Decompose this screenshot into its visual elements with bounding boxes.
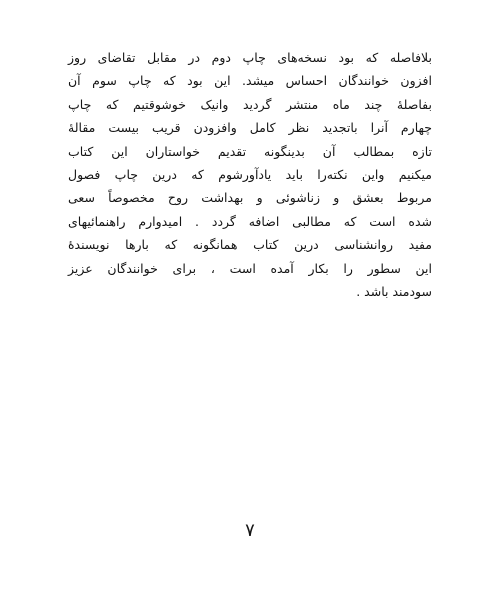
text-line: تازه بمطالب آن بدینگونه تقدیم خواستاران این کتاب (68, 143, 432, 159)
text-line: این سطور را بکار آمده است ، برای خوانندگان عزیز (68, 260, 432, 276)
text-line: مفید روانشناسی درین کتاب همانگونه که بارها نویسندهٔ (68, 237, 432, 253)
text-line: افزون خوانندگان احساس میشد. این بود که چاپ سوم آن (68, 73, 432, 89)
text-line: شده است که مطالبی اضافه گردد . امیدوارم راهنمائیهای (68, 213, 432, 229)
page-number: ۷ (245, 520, 255, 541)
text-line: سودمند باشد . (356, 283, 432, 299)
text-line: چهارم آنرا باتجدید نظر کامل وافزودن قریب بیست مقالهٔ (68, 120, 432, 136)
body-paragraph (68, 46, 432, 303)
text-line: میکنیم واین نکته‌را باید یادآورشوم که درین چاپ فصول (68, 166, 432, 182)
text-line: بلافاصله که بود نسخه‌های چاپ دوم در مقابل تقاضای روز (68, 50, 432, 65)
text-line: مربوط بعشق و زناشوئی و بهداشت روح مخصوصاً سعی (68, 190, 432, 206)
text-line: بفاصلهٔ چند ماه منتشر گردید وانیک خوشوقتیم که چاپ (68, 96, 432, 112)
